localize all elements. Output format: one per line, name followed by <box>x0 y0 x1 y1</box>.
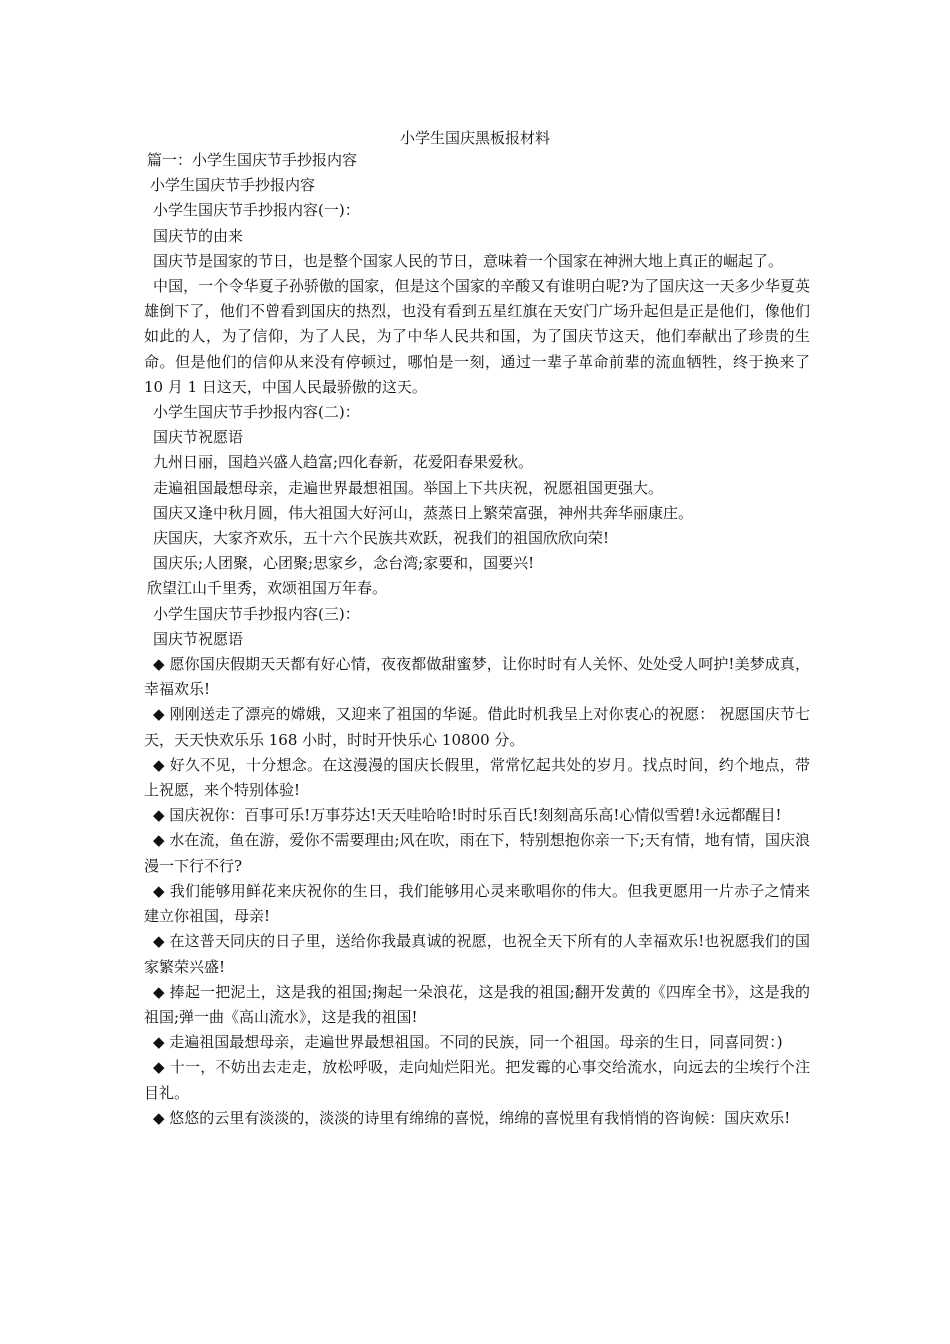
list-item: 九州日丽，国趋兴盛人趋富;四化春新，花爱阳春果爱秋。 <box>153 453 534 472</box>
list-item: ◆ 好久不见，十分想念。在这漫漫的国庆长假里，常常忆起共处的岁月。找点时间，约个地点，带上祝愿，来个特别体验! <box>144 755 810 800</box>
list-item: ◆ 捧起一把泥土，这是我的祖国;掬起一朵浪花，这是我的祖国;翻开发黄的《四库全书》，这是我的祖国;弹一曲《高山流水》，这是我的祖国! <box>144 982 810 1026</box>
list-item: 国庆乐;人团聚，心团聚;思家乡，念台湾;家要和，国要兴! <box>153 554 535 573</box>
paragraph: 中国，一个令华夏子孙骄傲的国家，但是这个国家的辛酸又有谁明白呢?为了国庆这一天多少华夏英雄倒下了，他们不曾看到国庆的热烈，也没有看到五星红旗在天安门广场升起但是正是他们，像他们如此的人，为了信仰，为了人民，为了中华人民共和国，为了国庆节这天，他们奉献出了珍贵的生命。但是他们的信仰从来没有停顿过，哪怕是一刻，通过一辈子革命前辈的流血牺牲，终于换来了 10 月 1 日这天，中国人民最骄傲的这天。 <box>144 277 810 396</box>
list-item: 走遍祖国最想母亲，走遍世界最想祖国。举国上下共庆祝，祝愿祖国更强大。 <box>153 478 664 497</box>
subheading: 国庆节祝愿语 <box>153 629 244 648</box>
paragraph: 国庆节是国家的节日，也是整个国家人民的节日，意味着一个国家在神洲大地上真正的崛起了。 <box>153 251 784 270</box>
subheading: 国庆节祝愿语 <box>153 428 244 447</box>
list-item: 国庆又逢中秋月圆，伟大祖国大好河山，蒸蒸日上繁荣富强，神州共奔华丽康庄。 <box>153 503 694 522</box>
list-item: ◆ 国庆祝你：百事可乐!万事芬达!天天哇哈哈!时时乐百氏!刻刻高乐高!心情似雪碧!永远都醒目! <box>153 806 782 825</box>
list-item: ◆ 走遍祖国最想母亲，走遍世界最想祖国。不同的民族，同一个祖国。母亲的生日，同喜同贺：) <box>153 1033 783 1052</box>
document-body <box>144 148 810 1131</box>
subheading: 小学生国庆节手抄报内容(一)： <box>153 201 360 220</box>
list-item: 庆国庆，大家齐欢乐，五十六个民族共欢跃，祝我们的祖国欣欣向荣! <box>153 529 610 548</box>
list-item: ◆ 我们能够用鲜花来庆祝你的生日，我们能够用心灵来歌唱你的伟大。但我更愿用一片赤子之情来建立你祖国，母亲! <box>144 881 810 926</box>
subheading: 小学生国庆节手抄报内容 <box>150 176 316 195</box>
subheading: 小学生国庆节手抄报内容(三)： <box>153 604 360 623</box>
subheading: 小学生国庆节手抄报内容(二)： <box>153 403 360 422</box>
list-item: ◆ 水在流，鱼在游，爱你不需要理由;风在吹，雨在下，特别想抱你亲一下;天有情，地有情，国庆浪漫一下行不行? <box>144 831 810 875</box>
list-item: ◆ 悠悠的云里有淡淡的，淡淡的诗里有绵绵的喜悦，绵绵的喜悦里有我悄悄的咨询候：国庆欢乐! <box>153 1108 791 1127</box>
list-item: 欣望江山千里秀，欢颂祖国万年春。 <box>147 579 388 598</box>
subheading: 国庆节的由来 <box>153 226 244 245</box>
list-item: ◆ 愿你国庆假期天天都有好心情，夜夜都做甜蜜梦，让你时时有人关怀、处处受人呵护!美梦成真，幸福欢乐! <box>144 655 810 699</box>
document-title: 小学生国庆黑板报材料 <box>399 129 550 147</box>
list-item: ◆ 十一，不妨出去走走，放松呼吸，走向灿烂阳光。把发霉的心事交给流水，向远去的尘埃行个注目礼。 <box>144 1058 810 1102</box>
list-item: ◆ 在这普天同庆的日子里，送给你我最真诚的祝愿，也祝全天下所有的人幸福欢乐!也祝愿我们的国家繁荣兴盛! <box>144 932 810 976</box>
list-item: ◆ 刚刚送走了漂亮的嫦娥，又迎来了祖国的华诞。借此时机我呈上对你衷心的祝愿： 祝愿国庆节七天，天天快欢乐乐 168 小时，时时开快乐心 10800 分。 <box>144 705 810 749</box>
section-heading: 篇一：小学生国庆节手抄报内容 <box>147 151 358 169</box>
